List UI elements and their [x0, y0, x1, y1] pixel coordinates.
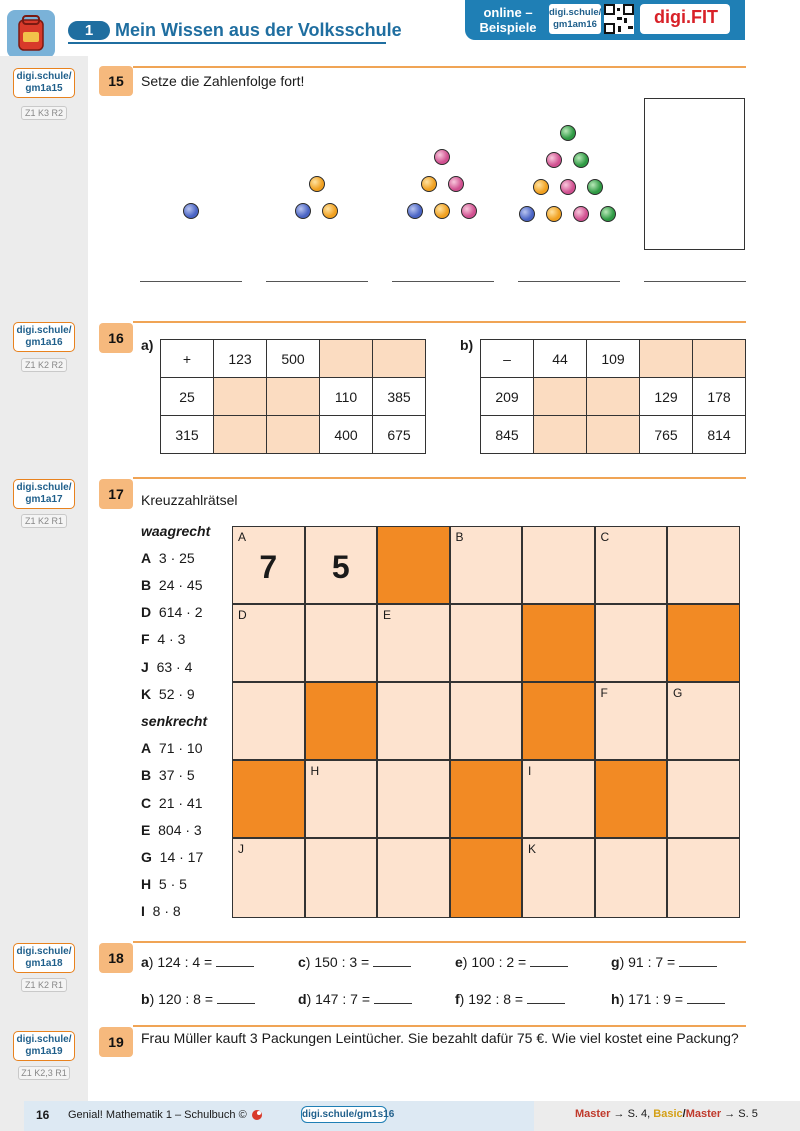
down-heading: senkrecht: [141, 713, 208, 729]
clue-across: [141, 686, 195, 702]
code-link-17[interactable]: digi.schule/ gm1a17: [13, 479, 75, 509]
table-cell: 814: [693, 416, 746, 454]
ball-orange: [322, 203, 338, 219]
cell-label: K: [528, 842, 537, 856]
table-cell: +: [161, 340, 214, 378]
equation-key: c: [298, 954, 306, 970]
competence-16: Z1 K2 R2: [21, 358, 67, 372]
clue-key: G: [141, 849, 152, 865]
cell-label: I: [528, 764, 532, 778]
table-cell: 675: [373, 416, 426, 454]
ball-blue: [407, 203, 423, 219]
page-ref: → S. 5: [721, 1108, 758, 1120]
table-cell: 44: [534, 340, 587, 378]
clue-key: K: [141, 686, 152, 702]
crossword-cell[interactable]: [595, 838, 668, 918]
clue-across: [141, 631, 185, 647]
ball-pink: [573, 206, 589, 222]
equation: [611, 954, 717, 970]
cell-digit: 5: [331, 549, 350, 585]
clue-key: A: [141, 740, 152, 756]
crossword-block: [450, 838, 523, 918]
basic-label: Basic: [653, 1108, 683, 1120]
answer-blank[interactable]: [374, 991, 412, 1004]
crossword-cell[interactable]: [232, 604, 305, 682]
digifit-label[interactable]: digi.FIT: [654, 7, 718, 27]
cell-label: F: [600, 686, 608, 700]
clue-value: 71 · 10: [158, 740, 203, 756]
ball-blue: [295, 203, 311, 219]
label-a: a): [141, 337, 154, 353]
ball-green: [573, 152, 589, 168]
slash: /: [682, 1108, 686, 1120]
equation-text: ) 147 : 7 =: [306, 991, 370, 1007]
page-ref: → S. 4,: [610, 1108, 654, 1120]
ball-pink: [546, 152, 562, 168]
clue-down: [141, 740, 203, 756]
across-heading: waagrecht: [141, 523, 211, 539]
crossword-block: [305, 682, 378, 760]
answer-cell[interactable]: [534, 416, 587, 454]
task-number-16: 16: [99, 323, 133, 353]
crossword-cell[interactable]: [377, 838, 450, 918]
equation: [455, 954, 568, 970]
crossword-cell[interactable]: [595, 604, 668, 682]
cell-label: D: [238, 608, 247, 622]
online-code-link[interactable]: digi.schule/ gm1am16: [549, 4, 601, 34]
equation-key: h: [611, 991, 620, 1007]
cell-label: G: [673, 686, 683, 700]
equation: [141, 954, 254, 970]
clue-key: I: [141, 903, 145, 919]
equation-key: g: [611, 954, 620, 970]
table-cell: 209: [481, 378, 534, 416]
clue-value: 14 · 17: [159, 849, 204, 865]
table-cell: 400: [320, 416, 373, 454]
equation-key: a: [141, 954, 149, 970]
answer-cell[interactable]: [373, 340, 426, 378]
equation-key: f: [455, 991, 460, 1007]
answer-cell[interactable]: [214, 378, 267, 416]
equation-text: ) 124 : 4 =: [148, 954, 213, 970]
ball-pink: [434, 149, 450, 165]
answer-cell[interactable]: [587, 378, 640, 416]
answer-blank[interactable]: [530, 954, 568, 967]
answer-cell[interactable]: [640, 340, 693, 378]
answer-line-3[interactable]: [392, 281, 494, 282]
clue-across: [141, 577, 203, 593]
answer-cell[interactable]: [214, 416, 267, 454]
task-divider-18: [133, 941, 746, 943]
task-divider-17: [133, 477, 746, 479]
crossword-cell[interactable]: [667, 760, 740, 838]
clue-down: [141, 849, 203, 865]
equation-key: d: [298, 991, 307, 1007]
answer-blank[interactable]: [679, 954, 717, 967]
equation-text: ) 100 : 2 =: [462, 954, 527, 970]
answer-box[interactable]: [644, 98, 745, 250]
clue-key: C: [141, 795, 152, 811]
equation-text: ) 120 : 8 =: [149, 991, 213, 1007]
table-cell: –: [481, 340, 534, 378]
answer-cell[interactable]: [693, 340, 746, 378]
clue-across: [141, 604, 203, 620]
ball-orange: [309, 176, 325, 192]
crossword-cell[interactable]: [522, 526, 595, 604]
crossword-block: [450, 760, 523, 838]
crossword-cell[interactable]: [377, 682, 450, 760]
crossword-cell[interactable]: [667, 838, 740, 918]
crossword-cell[interactable]: [232, 526, 305, 604]
master-label: Master: [575, 1108, 611, 1120]
equation: [611, 991, 725, 1007]
table-cell: 315: [161, 416, 214, 454]
clue-key: F: [141, 631, 150, 647]
table-cell: 385: [373, 378, 426, 416]
label-b: b): [460, 337, 474, 353]
publisher-logo-icon: [250, 1109, 264, 1121]
table-cell: 123: [214, 340, 267, 378]
crossword-cell[interactable]: [595, 526, 668, 604]
header-divider: [68, 42, 386, 44]
answer-blank[interactable]: [687, 991, 725, 1004]
table-cell: 178: [693, 378, 746, 416]
subtraction-table: [480, 339, 746, 454]
crossword-cell[interactable]: [377, 604, 450, 682]
crossword-cell[interactable]: [305, 526, 378, 604]
clue-value: 63 · 4: [156, 659, 193, 675]
equation-text: ) 171 : 9 =: [619, 991, 683, 1007]
clue-key: E: [141, 822, 151, 838]
table-cell: 845: [481, 416, 534, 454]
clue-down: [141, 795, 203, 811]
equation: [141, 991, 255, 1007]
answer-line-2[interactable]: [266, 281, 368, 282]
clue-value: 3 · 25: [158, 550, 195, 566]
crossword-cell[interactable]: [232, 838, 305, 918]
ball-pink: [560, 179, 576, 195]
answer-cell[interactable]: [267, 378, 320, 416]
cell-label: B: [455, 530, 464, 544]
clue-down: [141, 903, 181, 919]
table-cell: 129: [640, 378, 693, 416]
ball-pink: [461, 203, 477, 219]
ball-orange: [546, 206, 562, 222]
crossword-grid: [232, 526, 740, 918]
clue-value: 8 · 8: [152, 903, 181, 919]
school-bag-icon: [7, 10, 55, 58]
cell-label: A: [238, 530, 247, 544]
clue-value: 5 · 5: [158, 876, 187, 892]
competence-19: Z1 K2,3 R1: [18, 1066, 70, 1080]
crossword-cell[interactable]: [522, 760, 595, 838]
answer-line-1[interactable]: [140, 281, 242, 282]
ball-blue: [183, 203, 199, 219]
clue-down: [141, 767, 195, 783]
task-text-17: Kreuzzahlrätsel: [141, 492, 238, 508]
crossword-cell[interactable]: [522, 838, 595, 918]
crossword-cell[interactable]: [305, 604, 378, 682]
task-divider-16: [133, 321, 746, 323]
clue-down: [141, 822, 202, 838]
crossword-block: [667, 604, 740, 682]
table-cell: 500: [267, 340, 320, 378]
crossword-cell[interactable]: [667, 526, 740, 604]
clue-down: [141, 876, 187, 892]
clue-across: [141, 659, 192, 675]
addition-table: [160, 339, 426, 454]
clue-key: H: [141, 876, 152, 892]
code-link-18[interactable]: digi.schule/ gm1a18: [13, 943, 75, 973]
ball-orange: [421, 176, 437, 192]
task-number-19: 19: [99, 1027, 133, 1057]
task-text-19: Frau Müller kauft 3 Packungen Leintücher. Sie bezahlt dafür 75 €. Wie viel kostet eine Packung?: [141, 1030, 739, 1046]
crossword-cell[interactable]: [232, 682, 305, 760]
chapter-number: 1: [68, 21, 110, 40]
clue-key: B: [141, 577, 152, 593]
equation-text: ) 91 : 7 =: [619, 954, 676, 970]
clue-value: 21 · 41: [158, 795, 203, 811]
crossword-block: [232, 760, 305, 838]
ball-blue: [519, 206, 535, 222]
clue-key: D: [141, 604, 152, 620]
online-label: online – Beispiele: [479, 5, 537, 35]
answer-cell[interactable]: [267, 416, 320, 454]
ball-orange: [434, 203, 450, 219]
task-number-18: 18: [99, 943, 133, 973]
clue-value: 24 · 45: [158, 577, 203, 593]
cell-digit: 7: [259, 549, 278, 585]
book-title-text: Genial! Mathematik 1 – Schulbuch ©: [68, 1109, 247, 1121]
crossword-block: [377, 526, 450, 604]
ball-green: [560, 125, 576, 141]
competence-15: Z1 K3 R2: [21, 106, 67, 120]
crossword-cell[interactable]: [305, 838, 378, 918]
chapter-title: Mein Wissen aus der Volksschule: [115, 20, 402, 40]
level-references: [575, 1108, 758, 1120]
qr-code-icon[interactable]: [604, 4, 634, 34]
table-cell: 109: [587, 340, 640, 378]
answer-cell[interactable]: [534, 378, 587, 416]
competence-18: Z1 K2 R1: [21, 978, 67, 992]
crossword-cell[interactable]: [450, 682, 523, 760]
answer-line-5[interactable]: [644, 281, 746, 282]
clue-value: 804 · 3: [158, 822, 202, 838]
answer-blank[interactable]: [216, 954, 254, 967]
cell-label: E: [383, 608, 392, 622]
equation: [298, 954, 411, 970]
answer-cell[interactable]: [320, 340, 373, 378]
cell-label: C: [600, 530, 610, 544]
clue-value: 4 · 3: [157, 631, 186, 647]
clue-value: 614 · 2: [158, 604, 203, 620]
code-link-15[interactable]: digi.schule/ gm1a15: [13, 68, 75, 98]
ball-pink: [448, 176, 464, 192]
answer-blank[interactable]: [217, 991, 255, 1004]
answer-line-4[interactable]: [518, 281, 620, 282]
table-cell: 25: [161, 378, 214, 416]
equation-text: ) 192 : 8 =: [459, 991, 524, 1007]
footer-code-link[interactable]: digi.schule/gm1s16: [301, 1106, 387, 1123]
code-link-19[interactable]: digi.schule/ gm1a19: [13, 1031, 75, 1061]
ball-green: [600, 206, 616, 222]
cell-label: J: [238, 842, 244, 856]
table-cell: 765: [640, 416, 693, 454]
equation-key: e: [455, 954, 463, 970]
crossword-block: [595, 760, 668, 838]
table-cell: 110: [320, 378, 373, 416]
book-title: [68, 1109, 264, 1121]
clue-value: 52 · 9: [158, 686, 195, 702]
page-number: 16: [36, 1108, 50, 1122]
code-link-16[interactable]: digi.schule/ gm1a16: [13, 322, 75, 352]
answer-blank[interactable]: [527, 991, 565, 1004]
equation: [455, 991, 565, 1007]
clue-key: B: [141, 767, 152, 783]
crossword-block: [522, 682, 595, 760]
equation-key: b: [141, 991, 150, 1007]
crossword-cell[interactable]: [305, 760, 378, 838]
master-label: Master: [685, 1108, 722, 1120]
equation-text: ) 150 : 3 =: [305, 954, 370, 970]
task-text-15: Setze die Zahlenfolge fort!: [141, 73, 305, 89]
equation: [298, 991, 412, 1007]
crossword-block: [522, 604, 595, 682]
clue-across: [141, 550, 195, 566]
crossword-cell[interactable]: [595, 682, 668, 760]
answer-blank[interactable]: [373, 954, 411, 967]
crossword-cell[interactable]: [377, 760, 450, 838]
clue-key: J: [141, 659, 149, 675]
clue-value: 37 · 5: [158, 767, 195, 783]
task-divider-15: [133, 66, 746, 68]
crossword-cell[interactable]: [450, 526, 523, 604]
clue-key: A: [141, 550, 152, 566]
cell-label: H: [310, 764, 320, 778]
answer-cell[interactable]: [587, 416, 640, 454]
task-number-15: 15: [99, 66, 133, 96]
crossword-cell[interactable]: [450, 604, 523, 682]
ball-green: [587, 179, 603, 195]
task-divider-19: [133, 1025, 746, 1027]
crossword-cell[interactable]: [667, 682, 740, 760]
task-number-17: 17: [99, 479, 133, 509]
competence-17: Z1 K2 R1: [21, 514, 67, 528]
ball-orange: [533, 179, 549, 195]
